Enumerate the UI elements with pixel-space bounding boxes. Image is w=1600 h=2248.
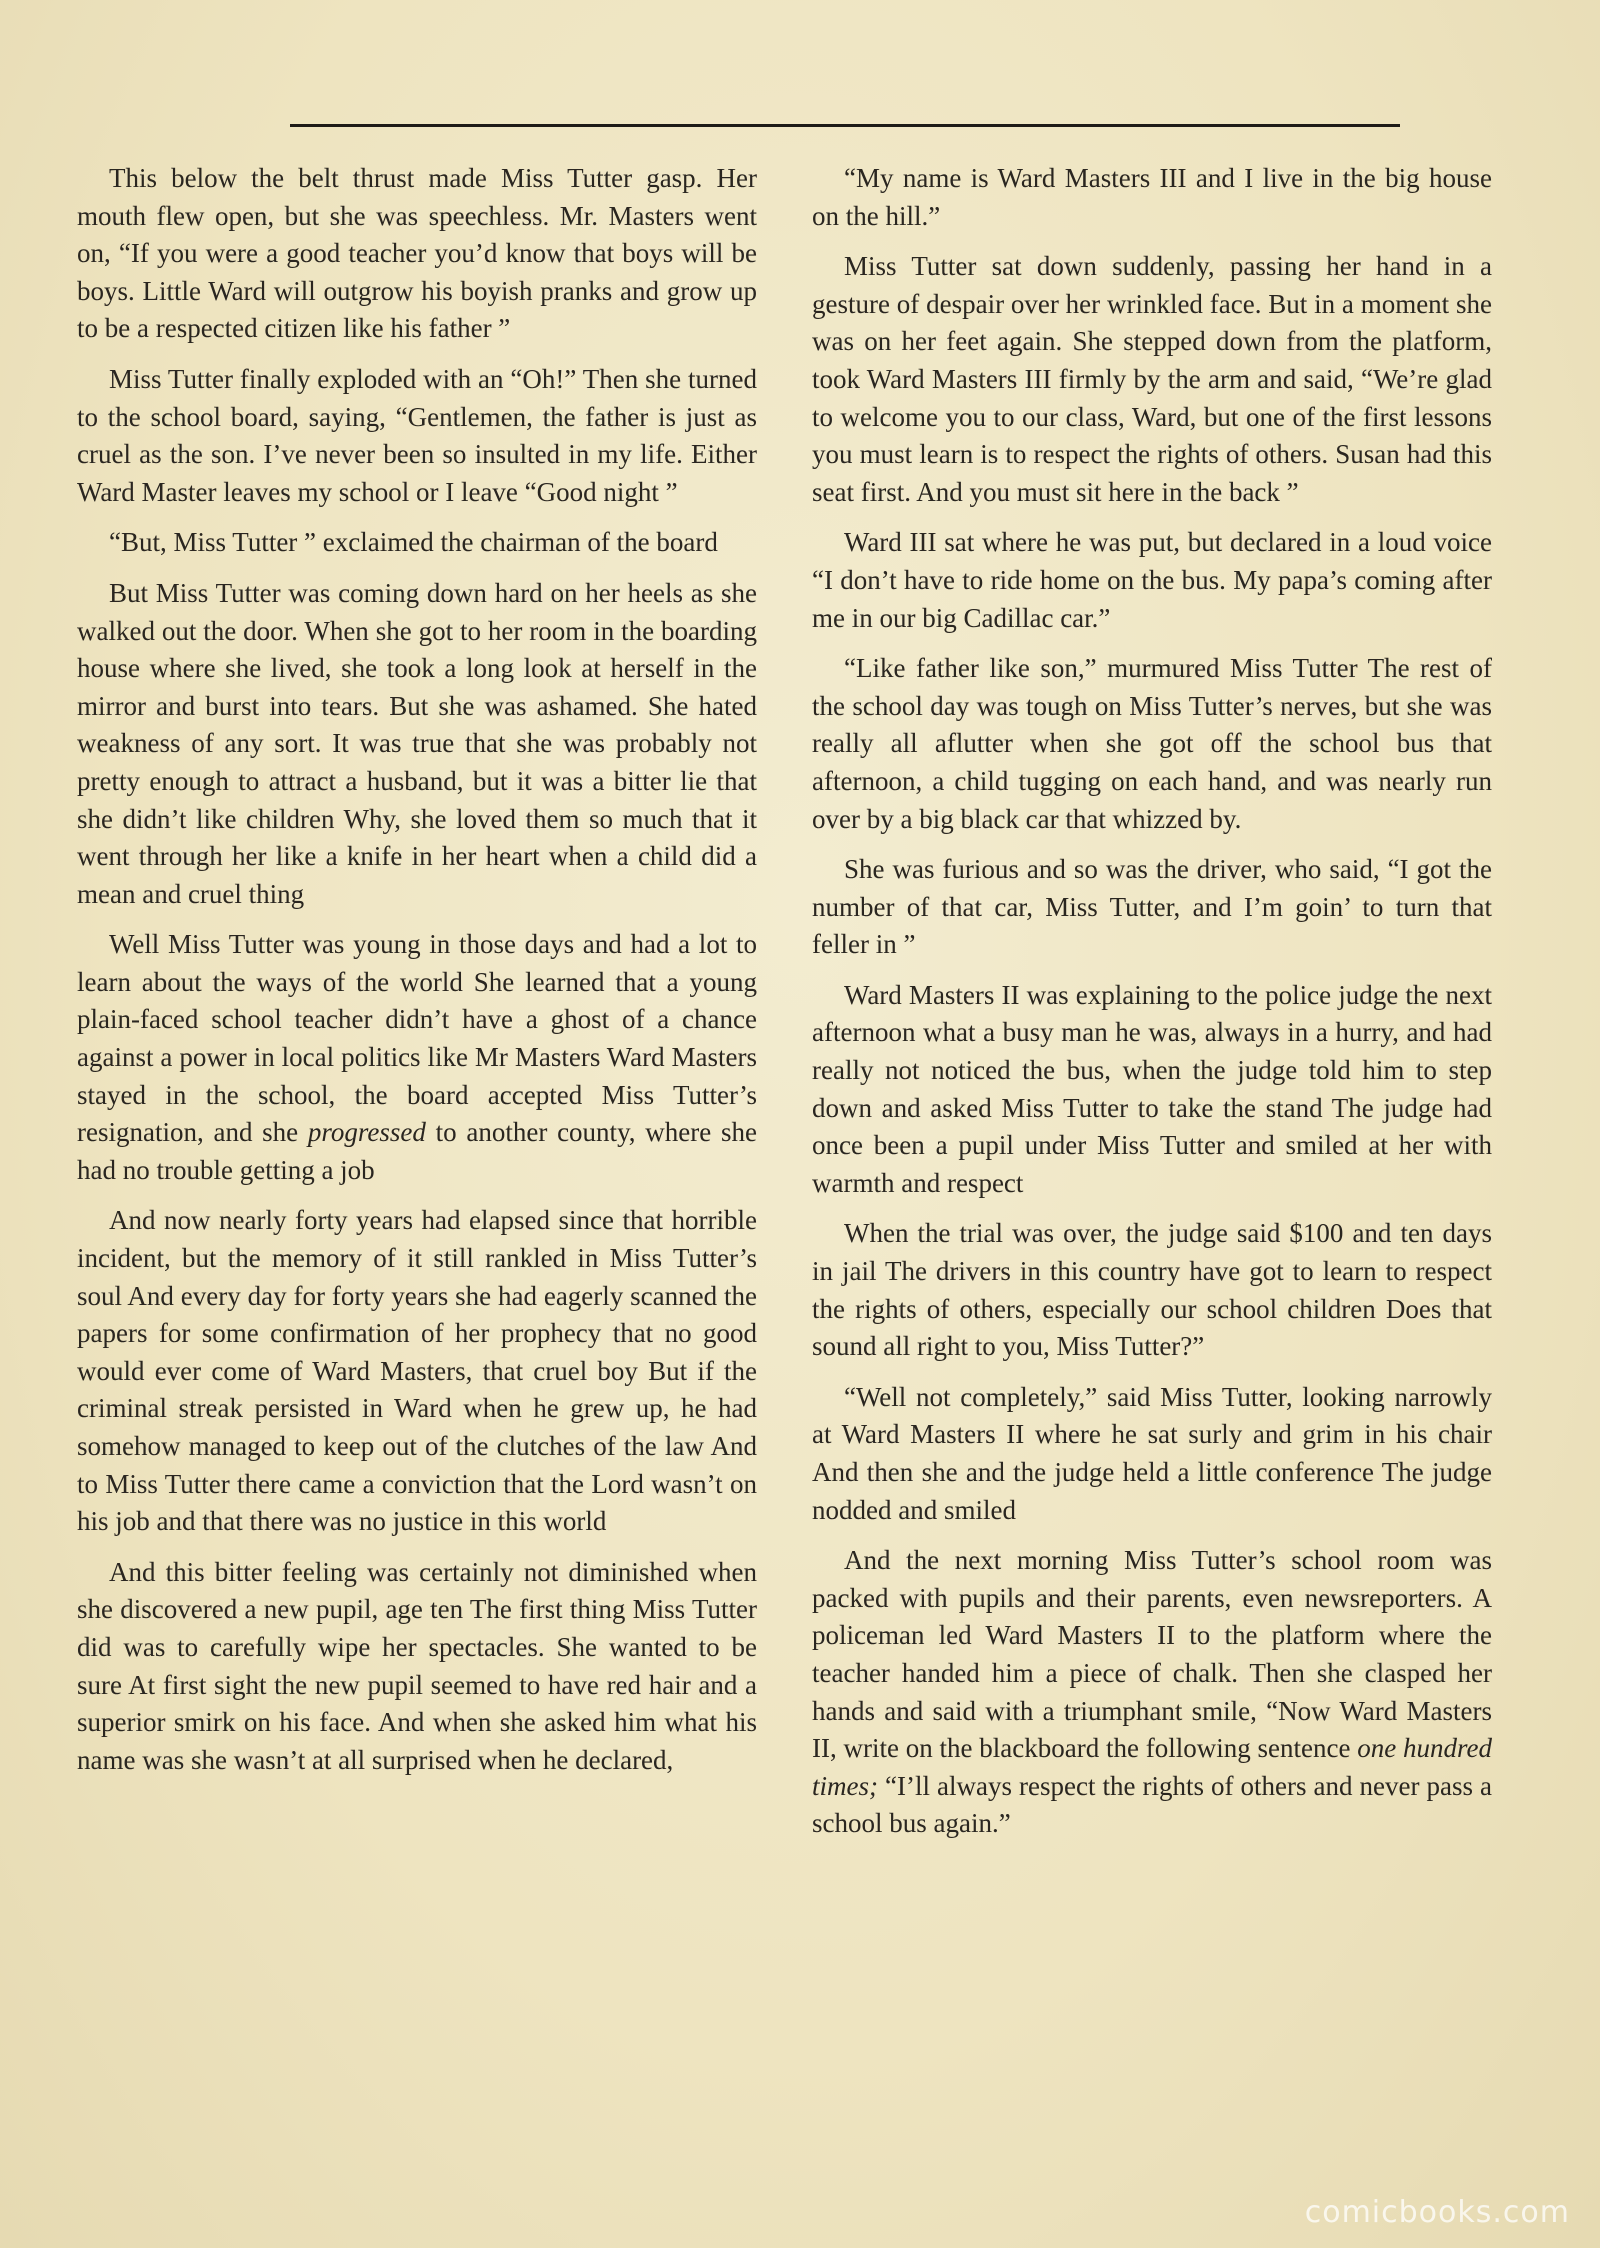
left-column xyxy=(77,160,757,1792)
italic-text: progressed xyxy=(307,1117,426,1148)
right-column xyxy=(812,160,1492,1856)
paragraph: But Miss Tutter was coming down hard on her heels as she walked out the door. When she got to her room in the boarding house where she lived, she took a long look at herself in the mirror and burst into tears. But she was ashamed. She hated weakness of any sort. It was true that she was probably not pretty enough to attract a husband, but it was a bitter lie that she didn’t like children Why, she loved them so much that it went through her like a knife in her heart when a child did a mean and cruel thing xyxy=(77,577,757,909)
paragraph: “But, Miss Tutter ” exclaimed the chairman of the board xyxy=(109,527,718,558)
paragraph: And now nearly forty years had elapsed since that horrible incident, but the memory of it still rankled in Miss Tutter’s soul And every day for forty years she had eagerly scanned the papers for some confirmation of her prophecy that no good would ever come of Ward Masters, that cruel boy But if the criminal streak persisted in Ward when he grew up, he had somehow managed to keep out of the clutches of the law And to Miss Tutter there came a conviction that the Lord wasn’t on his job and that there was no justice in this world xyxy=(77,1205,757,1537)
paragraph: And the next morning Miss Tutter’s school room was packed with pupils and their parents, even newsreporters. A policeman led Ward Masters II to the platform where the teacher handed him a piece of chalk. Then she clasped her hands and said with a triumphant smile, “Now Ward Masters II, write on the blackboard the following sentence one hundred times; “I’ll always respect the rights of others and never pass a school bus again.” xyxy=(812,1545,1492,1839)
italic-text: one hundred times; xyxy=(812,1733,1492,1801)
watermark: comicbooks.com xyxy=(1304,2195,1570,2230)
paragraph: Well Miss Tutter was young in those days and had a lot to learn about the ways of the world She learned that a young plain-faced school teacher didn’t have a ghost of a chance against a power in local politics like Mr Masters Ward Masters stayed in the school, the board accepted Miss Tutter’s resignation, and she progressed to another county, where she had no trouble getting a job xyxy=(77,929,757,1185)
paragraph: “My name is Ward Masters III and I live in the big house on the hill.” xyxy=(812,163,1492,231)
paragraph: Ward III sat where he was put, but declared in a loud voice “I don’t have to ride home on the bus. My papa’s coming after me in our big Cadillac car.” xyxy=(812,527,1492,633)
paragraph: She was furious and so was the driver, who said, “I got the number of that car, Miss Tutter, and I’m goin’ to turn that feller in ” xyxy=(812,854,1492,960)
paragraph: And this bitter feeling was certainly not diminished when she discovered a new pupil, age ten The first thing Miss Tutter did was to carefully wipe her spectacles. She wanted to be sure At first sight the new pupil seemed to have red hair and a superior smirk on his face. And when she asked him what his name was she wasn’t at all surprised when he declared, xyxy=(77,1556,757,1775)
paragraph: When the trial was over, the judge said $100 and ten days in jail The drivers in this country have got to learn to respect the rights of others, especially our school children Does that sound all right to you, Miss Tutter?” xyxy=(812,1218,1492,1362)
paragraph: Ward Masters II was explaining to the police judge the next afternoon what a busy man he was, always in a hurry, and had really not noticed the bus, when the judge told him to step down and asked Miss Tutter to take the stand The judge had once been a pupil under Miss Tutter and smiled at her with warmth and respect xyxy=(812,979,1492,1198)
paragraph: This below the belt thrust made Miss Tutter gasp. Her mouth flew open, but she was speechless. Mr. Masters went on, “If you were a good teacher you’d know that boys will be boys. Little Ward will outgrow his boyish pranks and grow up to be a respected citizen like his father ” xyxy=(77,163,757,344)
paragraph: “Well not completely,” said Miss Tutter, looking narrowly at Ward Masters II where he sat surly and grim in his chair And then she and the judge held a little conference The judge nodded and smiled xyxy=(812,1381,1492,1525)
paragraph: Miss Tutter finally exploded with an “Oh!” Then she turned to the school board, saying, “Gentlemen, the father is just as cruel as the son. I’ve never been so insulted in my life. Either Ward Master leaves my school or I leave “Good night ” xyxy=(77,363,757,507)
top-rule xyxy=(290,124,1400,127)
paragraph: “Like father like son,” murmured Miss Tutter The rest of the school day was tough on Miss Tutter’s nerves, but she was really all aflutter when she got off the school bus that afternoon, a child tugging on each hand, and was nearly run over by a big black car that whizzed by. xyxy=(812,653,1492,834)
paragraph: Miss Tutter sat down suddenly, passing her hand in a gesture of despair over her wrinkled face. But in a moment she was on her feet again. She stepped down from the platform, took Ward Masters III firmly by the arm and said, “We’re glad to welcome you to our class, Ward, but one of the first lessons you must learn is to respect the rights of others. Susan had this seat first. And you must sit here in the back ” xyxy=(812,251,1492,507)
